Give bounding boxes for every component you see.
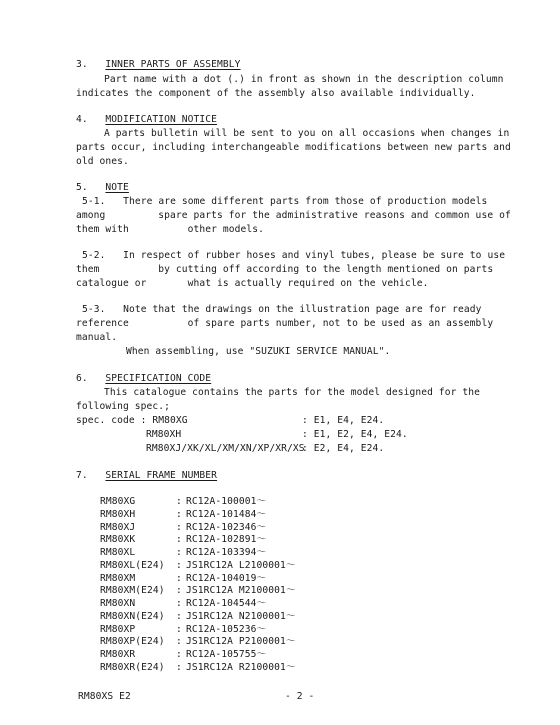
- section7-title: SERIAL FRAME NUMBER: [105, 470, 218, 481]
- serial-row: [100, 509, 266, 521]
- serial-separator: :: [176, 508, 182, 520]
- section6-line2: following spec.;: [76, 401, 171, 412]
- serial-model: RM80XL(E24): [100, 559, 165, 571]
- spec-row-1-codes: : E1, E4, E24.: [302, 415, 385, 426]
- serial-separator: :: [176, 610, 182, 622]
- serial-separator: :: [176, 636, 182, 648]
- section6-line1: This catalogue contains the parts for the model designed for the: [104, 387, 481, 398]
- spec-row-2-model: RM80XH: [146, 429, 182, 440]
- serial-model: RM80XL: [100, 547, 136, 558]
- section3-line1: Part name with a dot (.) in front as shown in the description column: [104, 74, 504, 85]
- section5-p2-line2: them by cutting off according to the length mentioned on parts: [76, 264, 494, 275]
- section5-number: 5.: [76, 182, 88, 193]
- serial-number: JS1RC12A P2100001～: [186, 636, 296, 648]
- serial-number: JS1RC12A R2100001～: [186, 661, 296, 673]
- serial-number: JS1RC12A M2100001～: [186, 585, 296, 597]
- section5-p2-line1: 5-2. In respect of rubber hoses and vinyl tubes, please be sure to use: [82, 250, 506, 261]
- serial-model: RM80XM: [100, 572, 136, 584]
- footer-page-number: - 2 -: [285, 691, 315, 702]
- serial-separator: :: [176, 547, 182, 558]
- serial-row: [100, 662, 296, 674]
- section5-p3-line3: manual.: [76, 332, 118, 343]
- section3-heading: [76, 59, 241, 71]
- section4-heading: [76, 114, 217, 126]
- section5-p3-line4: When assembling, use "SUZUKI SERVICE MANUAL".: [126, 346, 391, 357]
- serial-number: RC12A-101484～: [186, 508, 267, 520]
- serial-model: RM80XP: [100, 623, 136, 635]
- section5-p1-line2: among spare parts for the administrative reasons and common use of: [76, 210, 511, 221]
- serial-number: RC12A-104019～: [186, 572, 267, 584]
- section6-heading: [76, 373, 211, 385]
- serial-number: RC12A-105236～: [186, 623, 267, 635]
- section3-line2: indicates the component of the assembly also available individually.: [76, 88, 476, 99]
- serial-separator: :: [176, 623, 182, 635]
- serial-row: [100, 547, 266, 559]
- section5-title: NOTE: [105, 182, 129, 193]
- section3-title: INNER PARTS OF ASSEMBLY: [105, 59, 241, 70]
- serial-number: RC12A-105755～: [186, 649, 267, 660]
- section5-p3-line2: reference of spare parts number, not to be used as an assembly: [76, 318, 494, 329]
- serial-number: RC12A-104544～: [186, 598, 267, 609]
- serial-separator: :: [176, 572, 182, 584]
- section5-p3-line1: 5-3. Note that the drawings on the illustration page are for ready: [82, 304, 482, 315]
- section3-number: 3.: [76, 59, 88, 70]
- serial-row: [100, 560, 296, 572]
- section4-number: 4.: [76, 114, 88, 125]
- serial-row: [100, 611, 296, 623]
- section7-number: 7.: [76, 470, 88, 481]
- serial-model: RM80XM(E24): [100, 585, 165, 597]
- serial-separator: :: [176, 521, 182, 533]
- section4-line2: parts occur, including interchangeable modifications between new parts and: [76, 142, 511, 153]
- serial-model: RM80XJ: [100, 521, 136, 533]
- spec-row-2-codes: : E1, E2, E4, E24.: [302, 429, 408, 440]
- serial-number: JS1RC12A L2100001～: [186, 559, 296, 571]
- serial-separator: :: [176, 559, 182, 571]
- serial-row: [100, 585, 296, 597]
- serial-model: RM80XG: [100, 496, 136, 507]
- serial-model: RM80XR: [100, 649, 136, 660]
- serial-number: RC12A-102891～: [186, 534, 267, 546]
- section5-p1-line3: them with other models.: [76, 224, 265, 235]
- section6-title: SPECIFICATION CODE: [105, 373, 212, 384]
- serial-row: [100, 636, 296, 648]
- serial-number: RC12A-100001～: [186, 496, 267, 507]
- section5-p2-line3: catalogue or what is actually required on the vehicle.: [76, 278, 429, 289]
- section4-title: MODIFICATION NOTICE: [105, 114, 218, 125]
- serial-separator: :: [176, 534, 182, 546]
- serial-row: [100, 573, 266, 585]
- serial-row: [100, 522, 266, 534]
- footer-model-code: RM80XS E2: [78, 691, 131, 702]
- spec-row-3-model: RM80XJ/XK/XL/XM/XN/XP/XR/XS: [146, 443, 305, 454]
- serial-row: [100, 649, 266, 661]
- section4-line3: old ones.: [76, 156, 129, 167]
- serial-separator: :: [176, 585, 182, 597]
- serial-model: RM80XP(E24): [100, 636, 165, 648]
- serial-number: RC12A-103394～: [186, 547, 267, 558]
- serial-model: RM80XH: [100, 508, 136, 520]
- serial-row: [100, 534, 266, 546]
- serial-row: [100, 496, 266, 508]
- serial-model: RM80XK: [100, 534, 136, 546]
- serial-model: RM80XR(E24): [100, 661, 165, 673]
- serial-row: [100, 598, 266, 610]
- spec-row-1-model: spec. code : RM80XG: [76, 415, 188, 426]
- section4-line1: A parts bulletin will be sent to you on all occasions when changes in: [104, 128, 510, 139]
- serial-model: RM80XN(E24): [100, 610, 165, 622]
- section7-heading: [76, 470, 217, 482]
- serial-separator: :: [176, 661, 182, 673]
- serial-number: RC12A-102346～: [186, 521, 267, 533]
- serial-number: JS1RC12A N2100001～: [186, 610, 296, 622]
- serial-separator: :: [176, 649, 182, 660]
- serial-separator: :: [176, 496, 182, 507]
- serial-separator: :: [176, 598, 182, 609]
- section5-p1-line1: 5-1. There are some different parts from those of production models: [82, 196, 488, 207]
- section5-heading: [76, 182, 129, 194]
- serial-model: RM80XN: [100, 598, 136, 609]
- section6-number: 6.: [76, 373, 88, 384]
- serial-row: [100, 624, 266, 636]
- spec-row-3-codes: : E2, E4, E24.: [302, 443, 385, 454]
